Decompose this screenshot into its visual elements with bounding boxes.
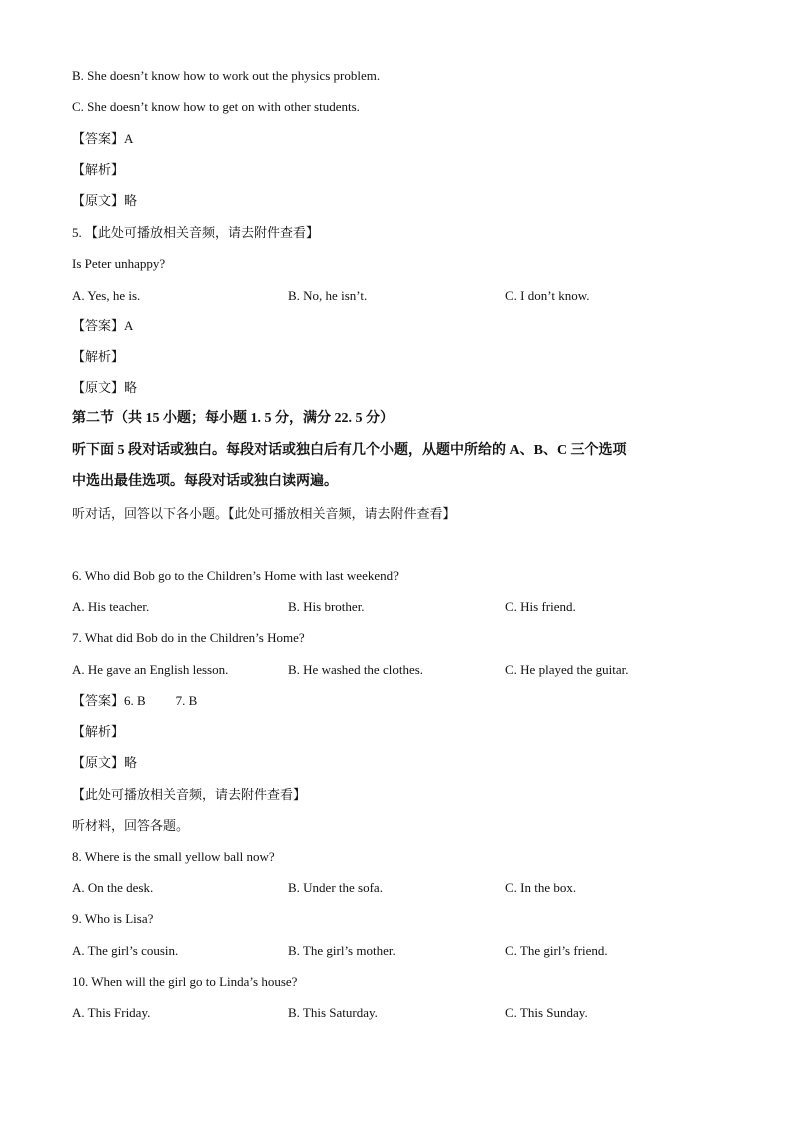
q7-option-b: B. He washed the clothes. bbox=[288, 662, 424, 677]
section2-instruction-line1: 听下面 5 段对话或独白。每段对话或独白后有几个小题，从题中所给的 A、B、C 三个选项 bbox=[72, 443, 627, 458]
q8-question: 8. Where is the small yellow ball now? bbox=[72, 849, 275, 864]
group2-intro: 听材料，回答各题。 bbox=[72, 818, 190, 833]
q8-option-c: C. In the box. bbox=[505, 880, 577, 895]
q5-option-a: A. Yes, he is. bbox=[72, 288, 141, 303]
q7-question: 7. What did Bob do in the Children’s Home? bbox=[72, 630, 305, 645]
q5-option-b: B. No, he isn’t. bbox=[288, 288, 368, 303]
q9-option-c: C. The girl’s friend. bbox=[505, 943, 608, 958]
q5-original: 【原文】略 bbox=[72, 380, 138, 395]
q9-option-a: A. The girl’s cousin. bbox=[72, 943, 179, 958]
q10-question: 10. When will the girl go to Linda’s house? bbox=[72, 974, 298, 989]
q6-7-original: 【原文】略 bbox=[72, 755, 138, 770]
q6-7-answer bbox=[72, 693, 197, 709]
q6-option-b: B. His brother. bbox=[288, 599, 365, 614]
q8-option-b: B. Under the sofa. bbox=[288, 880, 383, 895]
q10-option-c: C. This Sunday. bbox=[505, 1005, 588, 1020]
q4-answer: 【答案】A bbox=[72, 131, 134, 146]
q6-7-analysis: 【解析】 bbox=[72, 724, 125, 739]
q4-analysis: 【解析】 bbox=[72, 162, 125, 177]
q4-option-c: C. She doesn’t know how to get on with other students. bbox=[72, 99, 360, 114]
q6-question: 6. Who did Bob go to the Children’s Home with last weekend? bbox=[72, 568, 399, 583]
q5-question: Is Peter unhappy? bbox=[72, 256, 166, 271]
q10-option-b: B. This Saturday. bbox=[288, 1005, 378, 1020]
q5-answer: 【答案】A bbox=[72, 318, 134, 333]
q6-answer: 【答案】6. B bbox=[72, 693, 146, 708]
q9-question: 9. Who is Lisa? bbox=[72, 911, 154, 926]
q5-analysis: 【解析】 bbox=[72, 349, 125, 364]
q10-option-a: A. This Friday. bbox=[72, 1005, 151, 1020]
q5-option-c: C. I don’t know. bbox=[505, 288, 590, 303]
group2-audio-note: 【此处可播放相关音频，请去附件查看】 bbox=[72, 787, 307, 802]
q9-option-b: B. The girl’s mother. bbox=[288, 943, 396, 958]
q6-option-c: C. His friend. bbox=[505, 599, 576, 614]
q4-original: 【原文】略 bbox=[72, 193, 138, 208]
q7-option-c: C. He played the guitar. bbox=[505, 662, 629, 677]
section2-instruction-line2: 中选出最佳选项。每段对话或独白读两遍。 bbox=[72, 474, 338, 489]
q5-audio-note: 5. 【此处可播放相关音频，请去附件查看】 bbox=[72, 225, 320, 240]
q8-option-a: A. On the desk. bbox=[72, 880, 154, 895]
dialogue-intro: 听对话，回答以下各小题。【此处可播放相关音频，请去附件查看】 bbox=[72, 506, 456, 521]
q7-option-a: A. He gave an English lesson. bbox=[72, 662, 229, 677]
q6-option-a: A. His teacher. bbox=[72, 599, 150, 614]
q4-option-b: B. She doesn’t know how to work out the physics problem. bbox=[72, 68, 381, 83]
section2-title: 第二节（共 15 小题；每小题 1. 5 分，满分 22. 5 分） bbox=[72, 411, 394, 426]
q7-answer: 7. B bbox=[175, 693, 198, 708]
